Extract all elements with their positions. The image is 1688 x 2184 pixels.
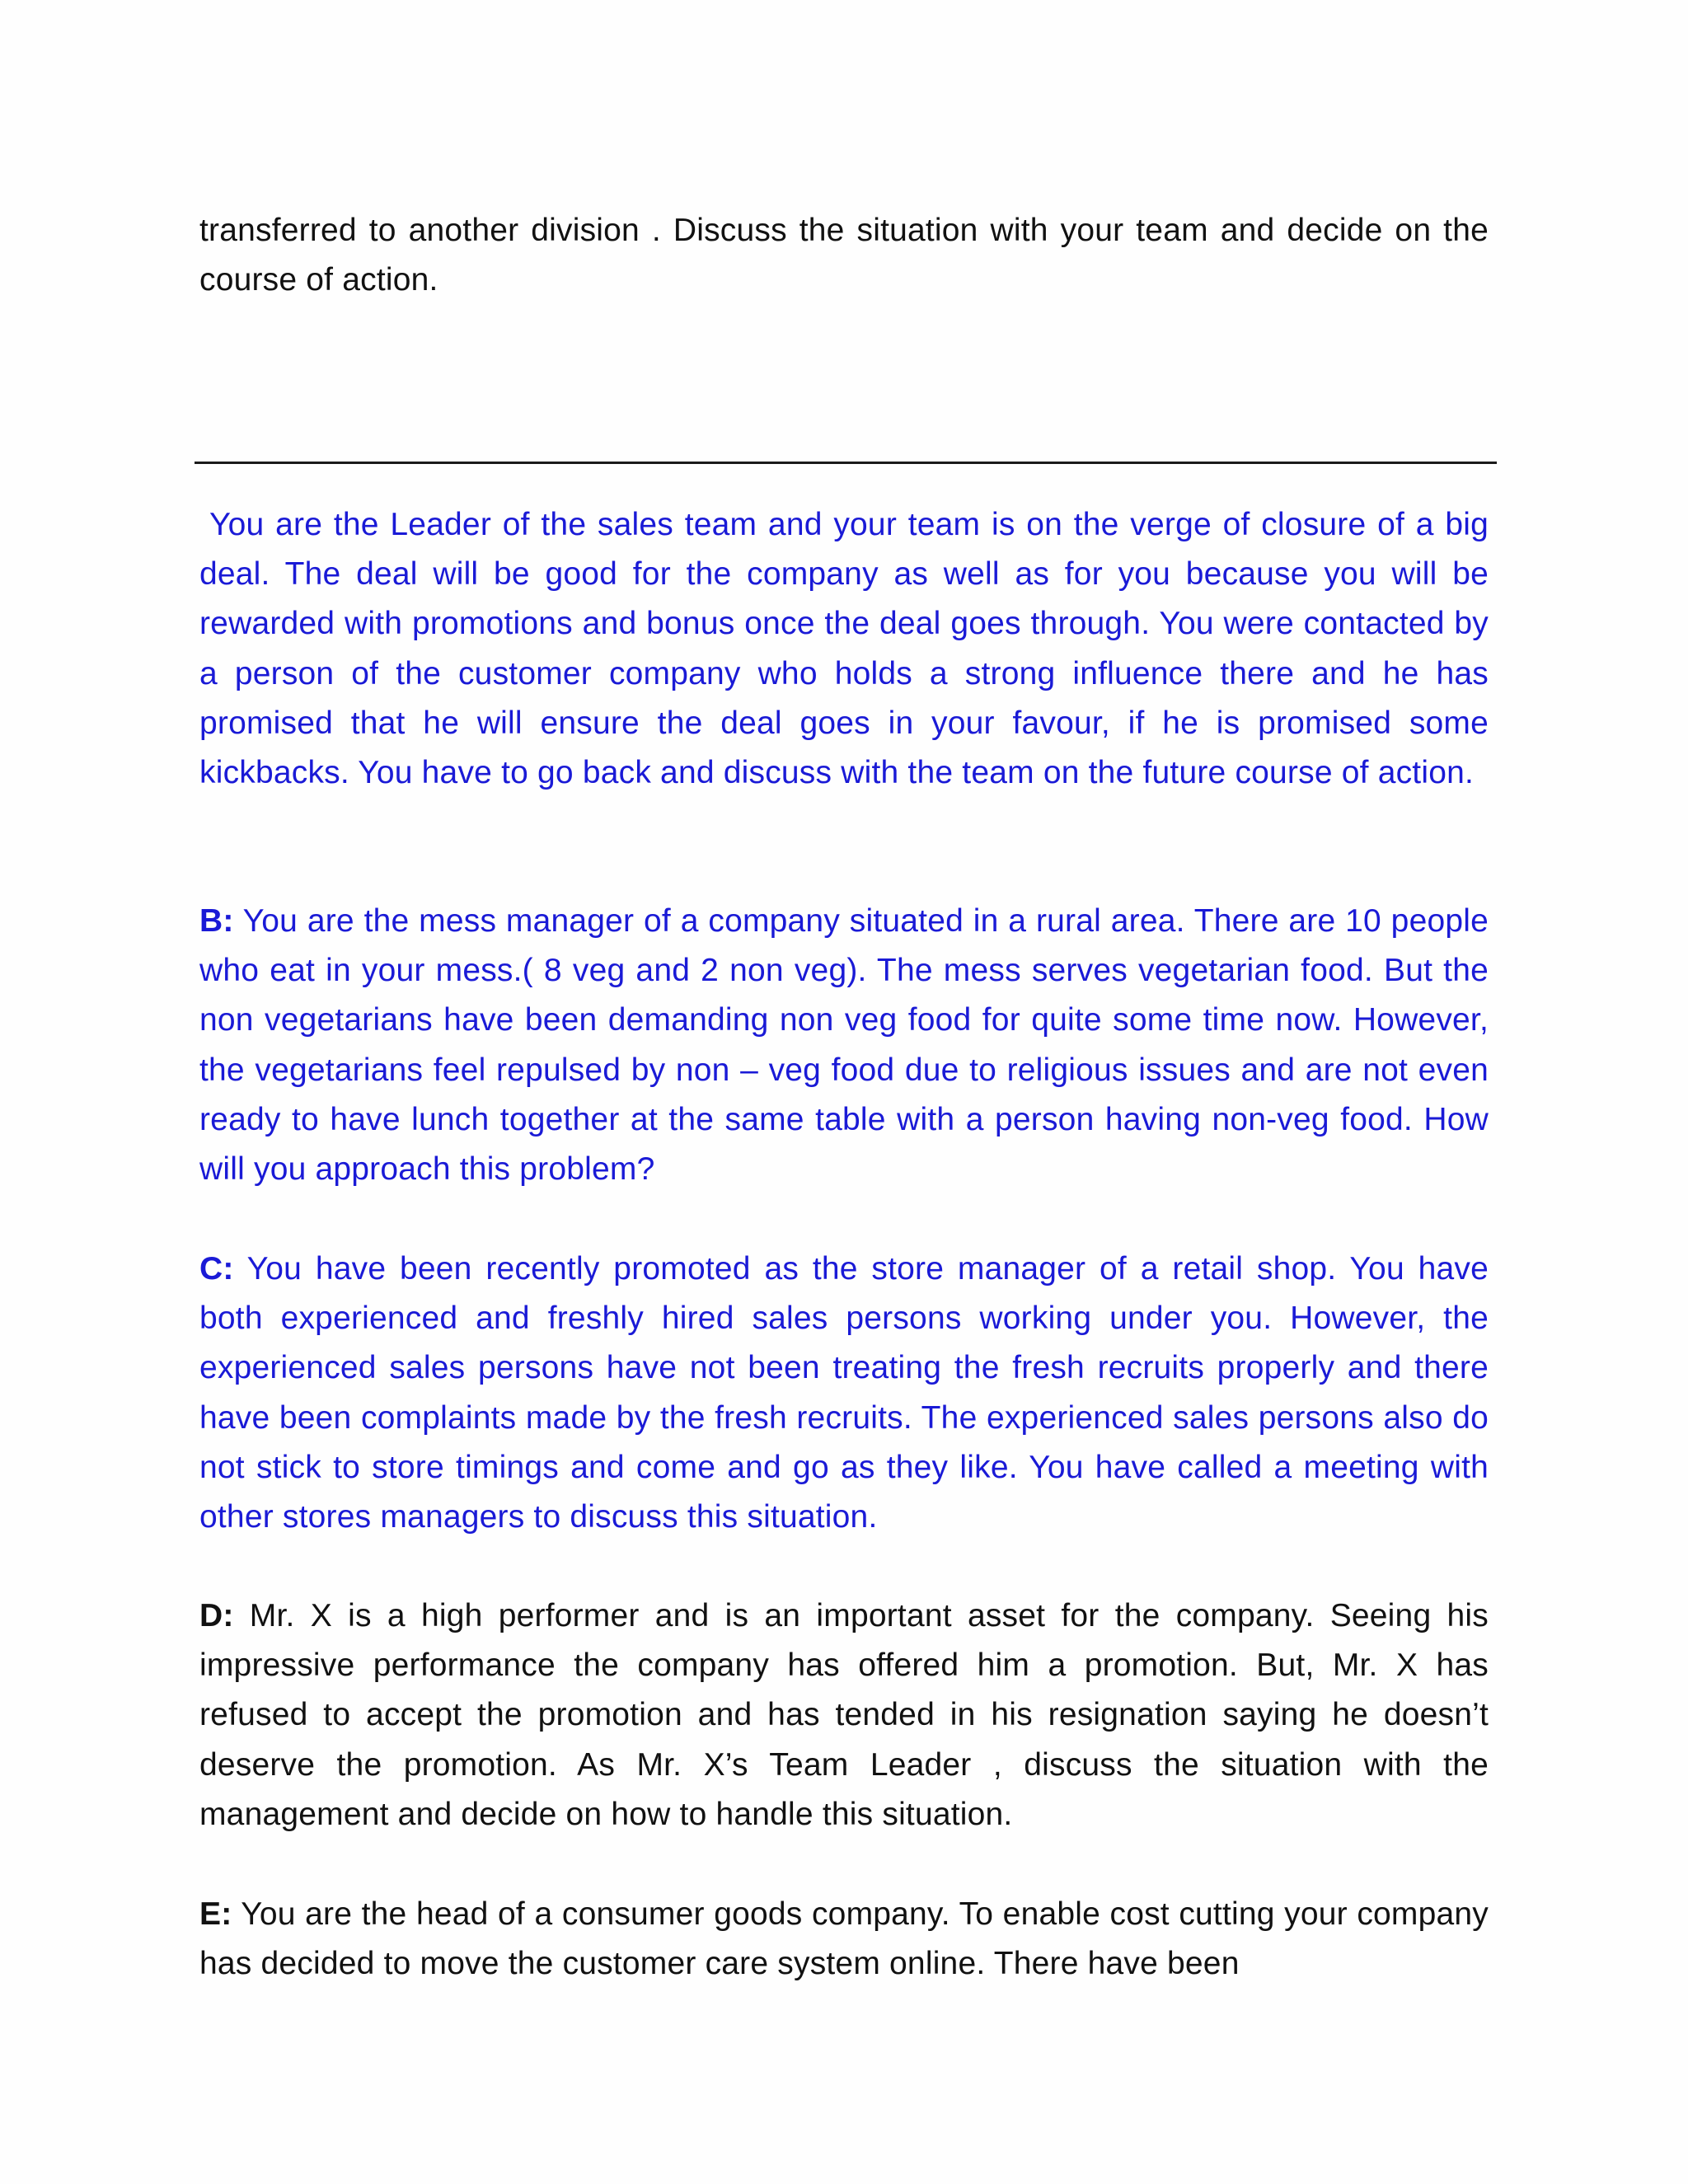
scenario-d-label: D: [199,1598,234,1633]
intro-paragraph: transferred to another division . Discuss the situation with your team and decide on the course of action. [199,213,1489,298]
scenario-a-paragraph [199,500,1489,798]
scenario-e-paragraph [199,1890,1489,1989]
scenario-b-text: You are the mess manager of a company situated in a rural area. There are 10 people who eat in your mess.( 8 veg and 2 non veg). The mess serves vegetarian food. But the non vegetarians have been demanding non veg food for quite some time now. However, the vegetarians feel repulsed by non – veg food due to religious issues and are not even ready to have lunch together at the same table with a person having non-veg food. How will you approach this problem? [199,903,1489,1188]
scenario-c-text: You have been recently promoted as the store manager of a retail shop. You have both experienced and freshly hired sales persons working under you. However, the experienced sales persons have not been treating the fresh recruits properly and there have been complaints made by the fresh recruits. The experienced sales persons also do not stick to store timings and come and go as they like. You have called a meeting with other stores managers to discuss this situation. [199,1251,1489,1535]
scenario-b-paragraph [199,897,1489,1194]
scenario-e-text: You are the head of a consumer goods company. To enable cost cutting your company has decided to move the customer care system online. There have been [199,1896,1489,1982]
scenario-a-text: You are the Leader of the sales team and your team is on the verge of closure of a big deal. The deal will be good for the company as well as for you because you will be rewarded with promotions and bonus once the deal goes through. You were contacted by a person of the customer company who holds a strong influence there and he has promised that he will ensure the deal goes in your favour, if he is promised some kickbacks. You have to go back and discuss with the team on the future course of action. [199,507,1489,791]
scenario-b-label: B: [199,903,234,939]
scenario-d-text: Mr. X is a high performer and is an important asset for the company. Seeing his impressive performance the company has offered him a promotion. But, Mr. X has refused to accept the promotion and has tended in his resignation saying he doesn’t deserve the promotion. As Mr. X’s Team Leader , discuss the situation with the management and decide on how to handle this situation. [199,1598,1489,1832]
scenario-d-paragraph [199,1591,1489,1840]
horizontal-divider [195,462,1497,464]
scenario-c-label: C: [199,1251,234,1286]
scenario-c-paragraph [199,1244,1489,1542]
scenario-e-label: E: [199,1896,232,1932]
